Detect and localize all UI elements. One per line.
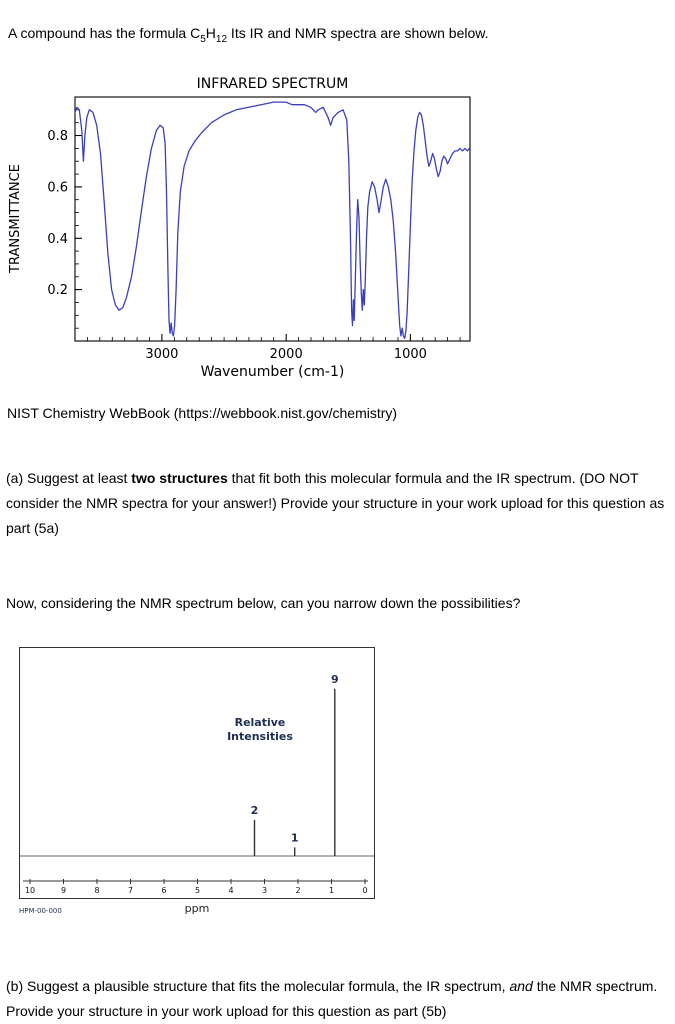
question-a-bold: two structures bbox=[131, 470, 228, 486]
svg-text:3: 3 bbox=[261, 886, 268, 895]
question-a-text bbox=[6, 466, 674, 541]
svg-text:0: 0 bbox=[362, 886, 368, 895]
svg-text:9: 9 bbox=[60, 886, 67, 895]
svg-text:Intensities: Intensities bbox=[227, 730, 293, 743]
formula-subscript-5: 5 bbox=[200, 33, 206, 45]
ir-y-axis-label: TRANSMITTANCE bbox=[8, 164, 23, 274]
question-b-part1: (b) Suggest a plausible structure that fits the molecular formula, the IR spectrum, bbox=[6, 978, 510, 994]
svg-text:1000: 1000 bbox=[393, 347, 427, 362]
svg-text:Relative: Relative bbox=[234, 716, 286, 729]
intro-part2: H bbox=[205, 25, 216, 41]
svg-text:10: 10 bbox=[24, 886, 36, 895]
nmr-spectrum-plot bbox=[20, 648, 374, 898]
svg-text:4: 4 bbox=[228, 886, 234, 895]
svg-text:1: 1 bbox=[290, 831, 299, 845]
svg-text:1: 1 bbox=[328, 886, 335, 895]
question-b-text bbox=[6, 974, 672, 1024]
svg-text:0.8: 0.8 bbox=[47, 129, 68, 144]
nmr-plot-box bbox=[19, 647, 375, 899]
svg-text:3000: 3000 bbox=[145, 347, 179, 362]
svg-text:8: 8 bbox=[94, 886, 100, 895]
svg-text:5: 5 bbox=[194, 886, 201, 895]
svg-text:0.2: 0.2 bbox=[47, 283, 68, 299]
svg-text:2: 2 bbox=[250, 803, 259, 817]
nmr-x-axis-label: ppm bbox=[184, 902, 210, 915]
svg-text:9: 9 bbox=[330, 672, 339, 686]
nmr-spectrum-figure bbox=[19, 647, 375, 918]
ir-spectrum-figure bbox=[0, 76, 545, 381]
svg-text:0.6: 0.6 bbox=[47, 180, 68, 196]
formula-subscript-12: 12 bbox=[215, 33, 228, 45]
svg-text:6: 6 bbox=[161, 886, 167, 895]
ir-chart-title: INFRARED SPECTRUM bbox=[196, 76, 349, 92]
svg-text:2: 2 bbox=[295, 886, 301, 895]
intro-text bbox=[8, 21, 668, 46]
nmr-watermark: HPM-00-000 bbox=[19, 907, 62, 915]
intro-part1: A compound has the formula C bbox=[8, 25, 201, 41]
ir-x-axis-label: Wavenumber (cm-1) bbox=[200, 364, 345, 380]
attribution-text: NIST Chemistry WebBook (https://webbook.nist.gov/chemistry) bbox=[7, 405, 398, 421]
nmr-figure-footer bbox=[19, 902, 375, 918]
question-a-part1: (a) Suggest at least bbox=[6, 470, 132, 486]
question-b-part2: the NMR spectrum. Provide your structure in your work upload for this question as part (5b) bbox=[6, 978, 658, 1019]
intro-part3: Its IR and NMR spectra are shown below. bbox=[227, 25, 489, 41]
question-b-italic: and bbox=[509, 978, 533, 994]
nmr-prompt-text: Now, considering the NMR spectrum below, can you narrow down the possibilities? bbox=[6, 595, 521, 611]
svg-text:0.4: 0.4 bbox=[47, 231, 68, 247]
svg-text:7: 7 bbox=[127, 886, 134, 895]
ir-spectrum-plot bbox=[27, 91, 473, 367]
question-a-part2: that fit both this molecular formula and the IR spectrum. (DO NOT consider the NMR spectra for your answer!) Provide your structure in your work upload for this question as part (5a) bbox=[6, 470, 665, 536]
svg-text:2000: 2000 bbox=[269, 347, 303, 362]
